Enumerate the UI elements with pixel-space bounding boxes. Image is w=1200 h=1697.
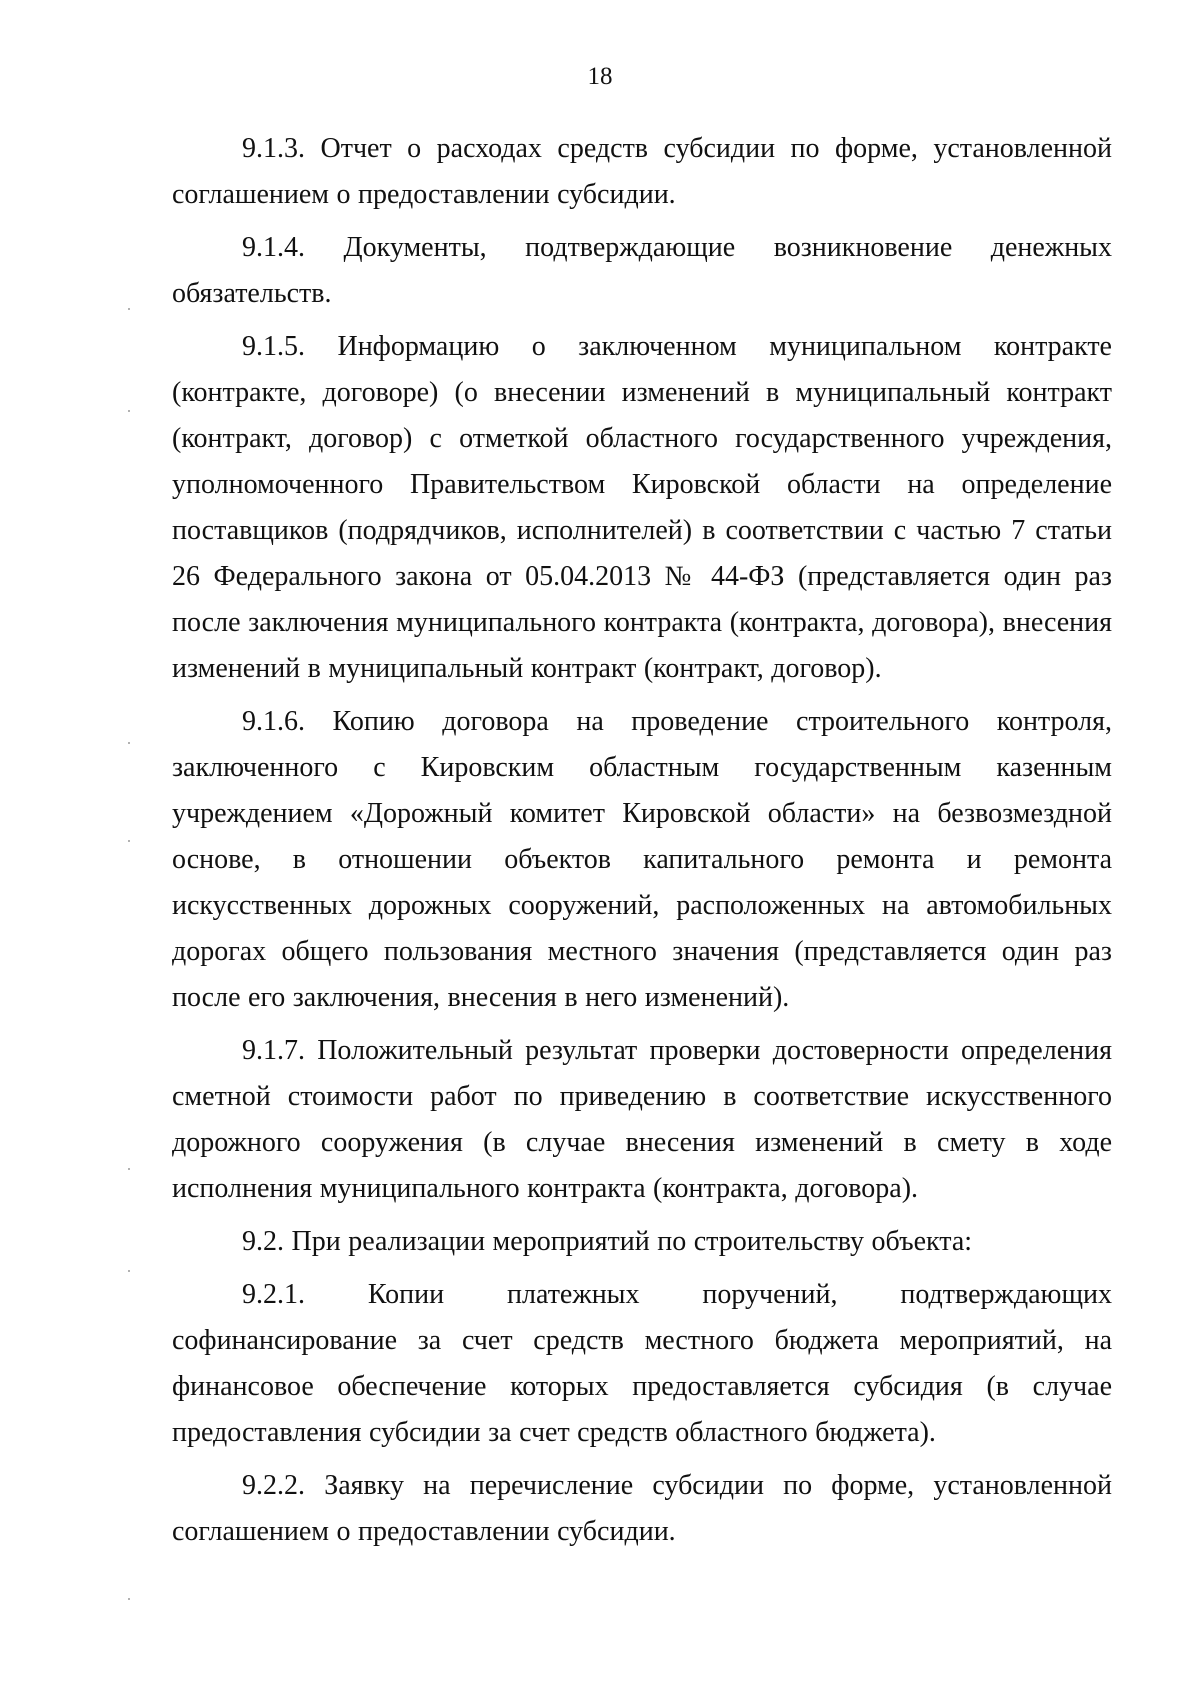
page-number: 18 — [587, 63, 613, 90]
scan-speck — [128, 742, 130, 744]
scan-speck — [128, 308, 130, 310]
scan-speck — [128, 1270, 130, 1272]
scan-speck — [128, 1168, 130, 1170]
paragraph-9-2-2: 9.2.2. Заявку на перечисление субсидии по форме, установленной соглашением о предоставлении субсидии. — [172, 1470, 1112, 1547]
paragraph-9-2: 9.2. При реализации мероприятий по строительству объекта: — [242, 1226, 973, 1257]
scan-speck — [128, 410, 130, 412]
paragraph-9-1-4: 9.1.4. Документы, подтверждающие возникновение денежных обязательств. — [172, 232, 1112, 309]
document-body — [172, 126, 1112, 1562]
scan-speck — [128, 840, 130, 842]
paragraph-9-1-7: 9.1.7. Положительный результат проверки достоверности определения сметной стоимости работ по приведению в соответствие искусственного дорожного сооружения (в случае внесения изменений в смету в ходе исполнения муниципального контракта (контракта, договора). — [172, 1035, 1112, 1204]
paragraph-9-1-3: 9.1.3. Отчет о расходах средств субсидии по форме, установленной соглашением о предоставлении субсидии. — [172, 133, 1112, 210]
paragraph-9-1-6: 9.1.6. Копию договора на проведение строительного контроля, заключенного с Кировским областным государственным казенным учреждением «Дорожный комитет Кировской области» на безвозмездной основе, в отношении объектов капитального ремонта и ремонта искусственных дорожных сооружений, расположенных на автомобильных дорогах общего пользования местного значения (представляется один раз после его заключения, внесения в него изменений). — [172, 706, 1112, 1013]
scan-speck — [128, 1598, 130, 1600]
paragraph-9-2-1: 9.2.1. Копии платежных поручений, подтверждающих софинансирование за счет средств местного бюджета мероприятий, на финансовое обеспечение которых предоставляется субсидия (в случае предоставления субсидии за счет средств областного бюджета). — [172, 1279, 1112, 1448]
paragraph-9-1-5: 9.1.5. Информацию о заключенном муниципальном контракте (контракте, договоре) (о внесении изменений в муниципальный контракт (контракт, договор) с отметкой областного государственного учреждения, уполномоченного Правительством Кировской области на определение поставщиков (подрядчиков, исполнителей) в соответствии с частью 7 статьи 26 Федерального закона от 05.04.2013 № 44-ФЗ (представляется один раз после заключения муниципального контракта (контракта, договора), внесения изменений в муниципальный контракт (контракт, договор). — [172, 331, 1112, 684]
